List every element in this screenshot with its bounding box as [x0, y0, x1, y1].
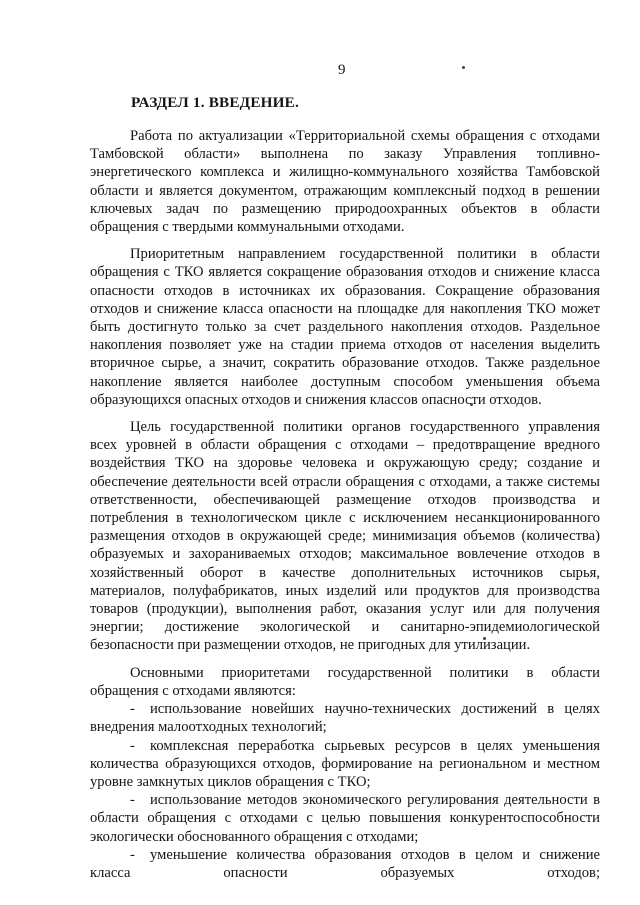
bullet-marker: - [130, 701, 135, 718]
list-item-text: уменьшение количества образования отходов в целом и снижение класса опасности образуемых отходов; [90, 846, 600, 881]
list-item-text: комплексная переработка сырьевых ресурсов в целях уменьшения количества образующихся отходов, формирование на региональном и местном уровне замкнутых циклов обращения с ТКО; [90, 737, 600, 790]
list-item [90, 737, 600, 792]
page-number: 9 [338, 62, 346, 78]
section-heading: РАЗДЕЛ 1. ВВЕДЕНИЕ. [131, 94, 300, 111]
list-item-text: использование новейших научно-технических достижений в целях внедрения малоотходных технологий; [90, 701, 600, 736]
bullet-marker: - [130, 737, 135, 754]
paragraph-priority-direction: Приоритетным направлением государственной политики в области обращения с ТКО является сокращение образования отходов и снижение класса опасности отходов в источниках их образования. Сокращение образования отходов и снижение класса опасности на площадке для накопления ТКО может быть достигнуто только за счет раздельного накопления отходов. Раздельное накопления позволяет уже на стадии приема отходов от населения выделить вторичное сырье, а значит, сократить образование отходов. Также раздельное накопление является наиболее доступным способом уменьшения объема образующихся опасных отходов и снижения классов опасности отходов. [90, 246, 600, 408]
paragraph-main-priorities: Основными приоритетами государственной политики в области обращения с отходами являются: [90, 664, 600, 699]
bullet-marker: - [130, 792, 135, 809]
document-body [90, 127, 600, 882]
paragraph-intro: Работа по актуализации «Территориальной схемы обращения с отходами Тамбовской области» выполнена по заказу Управления топливно-энергетического комплекса и жилищно-коммунального хозяйства Тамбовской области и является документом, отражающим комплексный подход в решении ключевых задач по размещению природоохранных объектов в области обращения с твердыми коммунальными отходами. [90, 128, 600, 236]
bullet-marker: - [130, 846, 135, 863]
list-item [90, 846, 600, 882]
list-item [90, 700, 600, 736]
paragraph-policy-goal: Цель государственной политики органов государственного управления всех уровней в области обращения с отходами – предотвращение вредного воздействия ТКО на здоровье человека и окружающую среду; создание и обеспечение деятельности всей отрасли обращения с отходами, а также системы ответственности, обеспечивающей размещение отходов производства и потребления в технологическом цикле с исключением несанкционированного размещения отходов в окружающей среде; минимизация объемов (количества) образуемых и захораниваемых отходов; максимальное вовлечение отходов в хозяйственный оборот в качестве дополнительных источников сырья, материалов, полуфабрикатов, иных изделий или продуктов для производства товаров (продукции), выполнения работ, оказания услуг или для получения энергии; достижение экологической и санитарно-эпидемиологической безопасности при размещении отходов, не пригодных для утилизации. [90, 419, 600, 654]
list-item [90, 791, 600, 846]
list-item-text: использование методов экономического регулирования деятельности в области обращения с отходами с целью повышения конкурентоспособности экологически обоснованного обращения с отходами; [90, 792, 600, 845]
scan-speck [462, 66, 465, 69]
